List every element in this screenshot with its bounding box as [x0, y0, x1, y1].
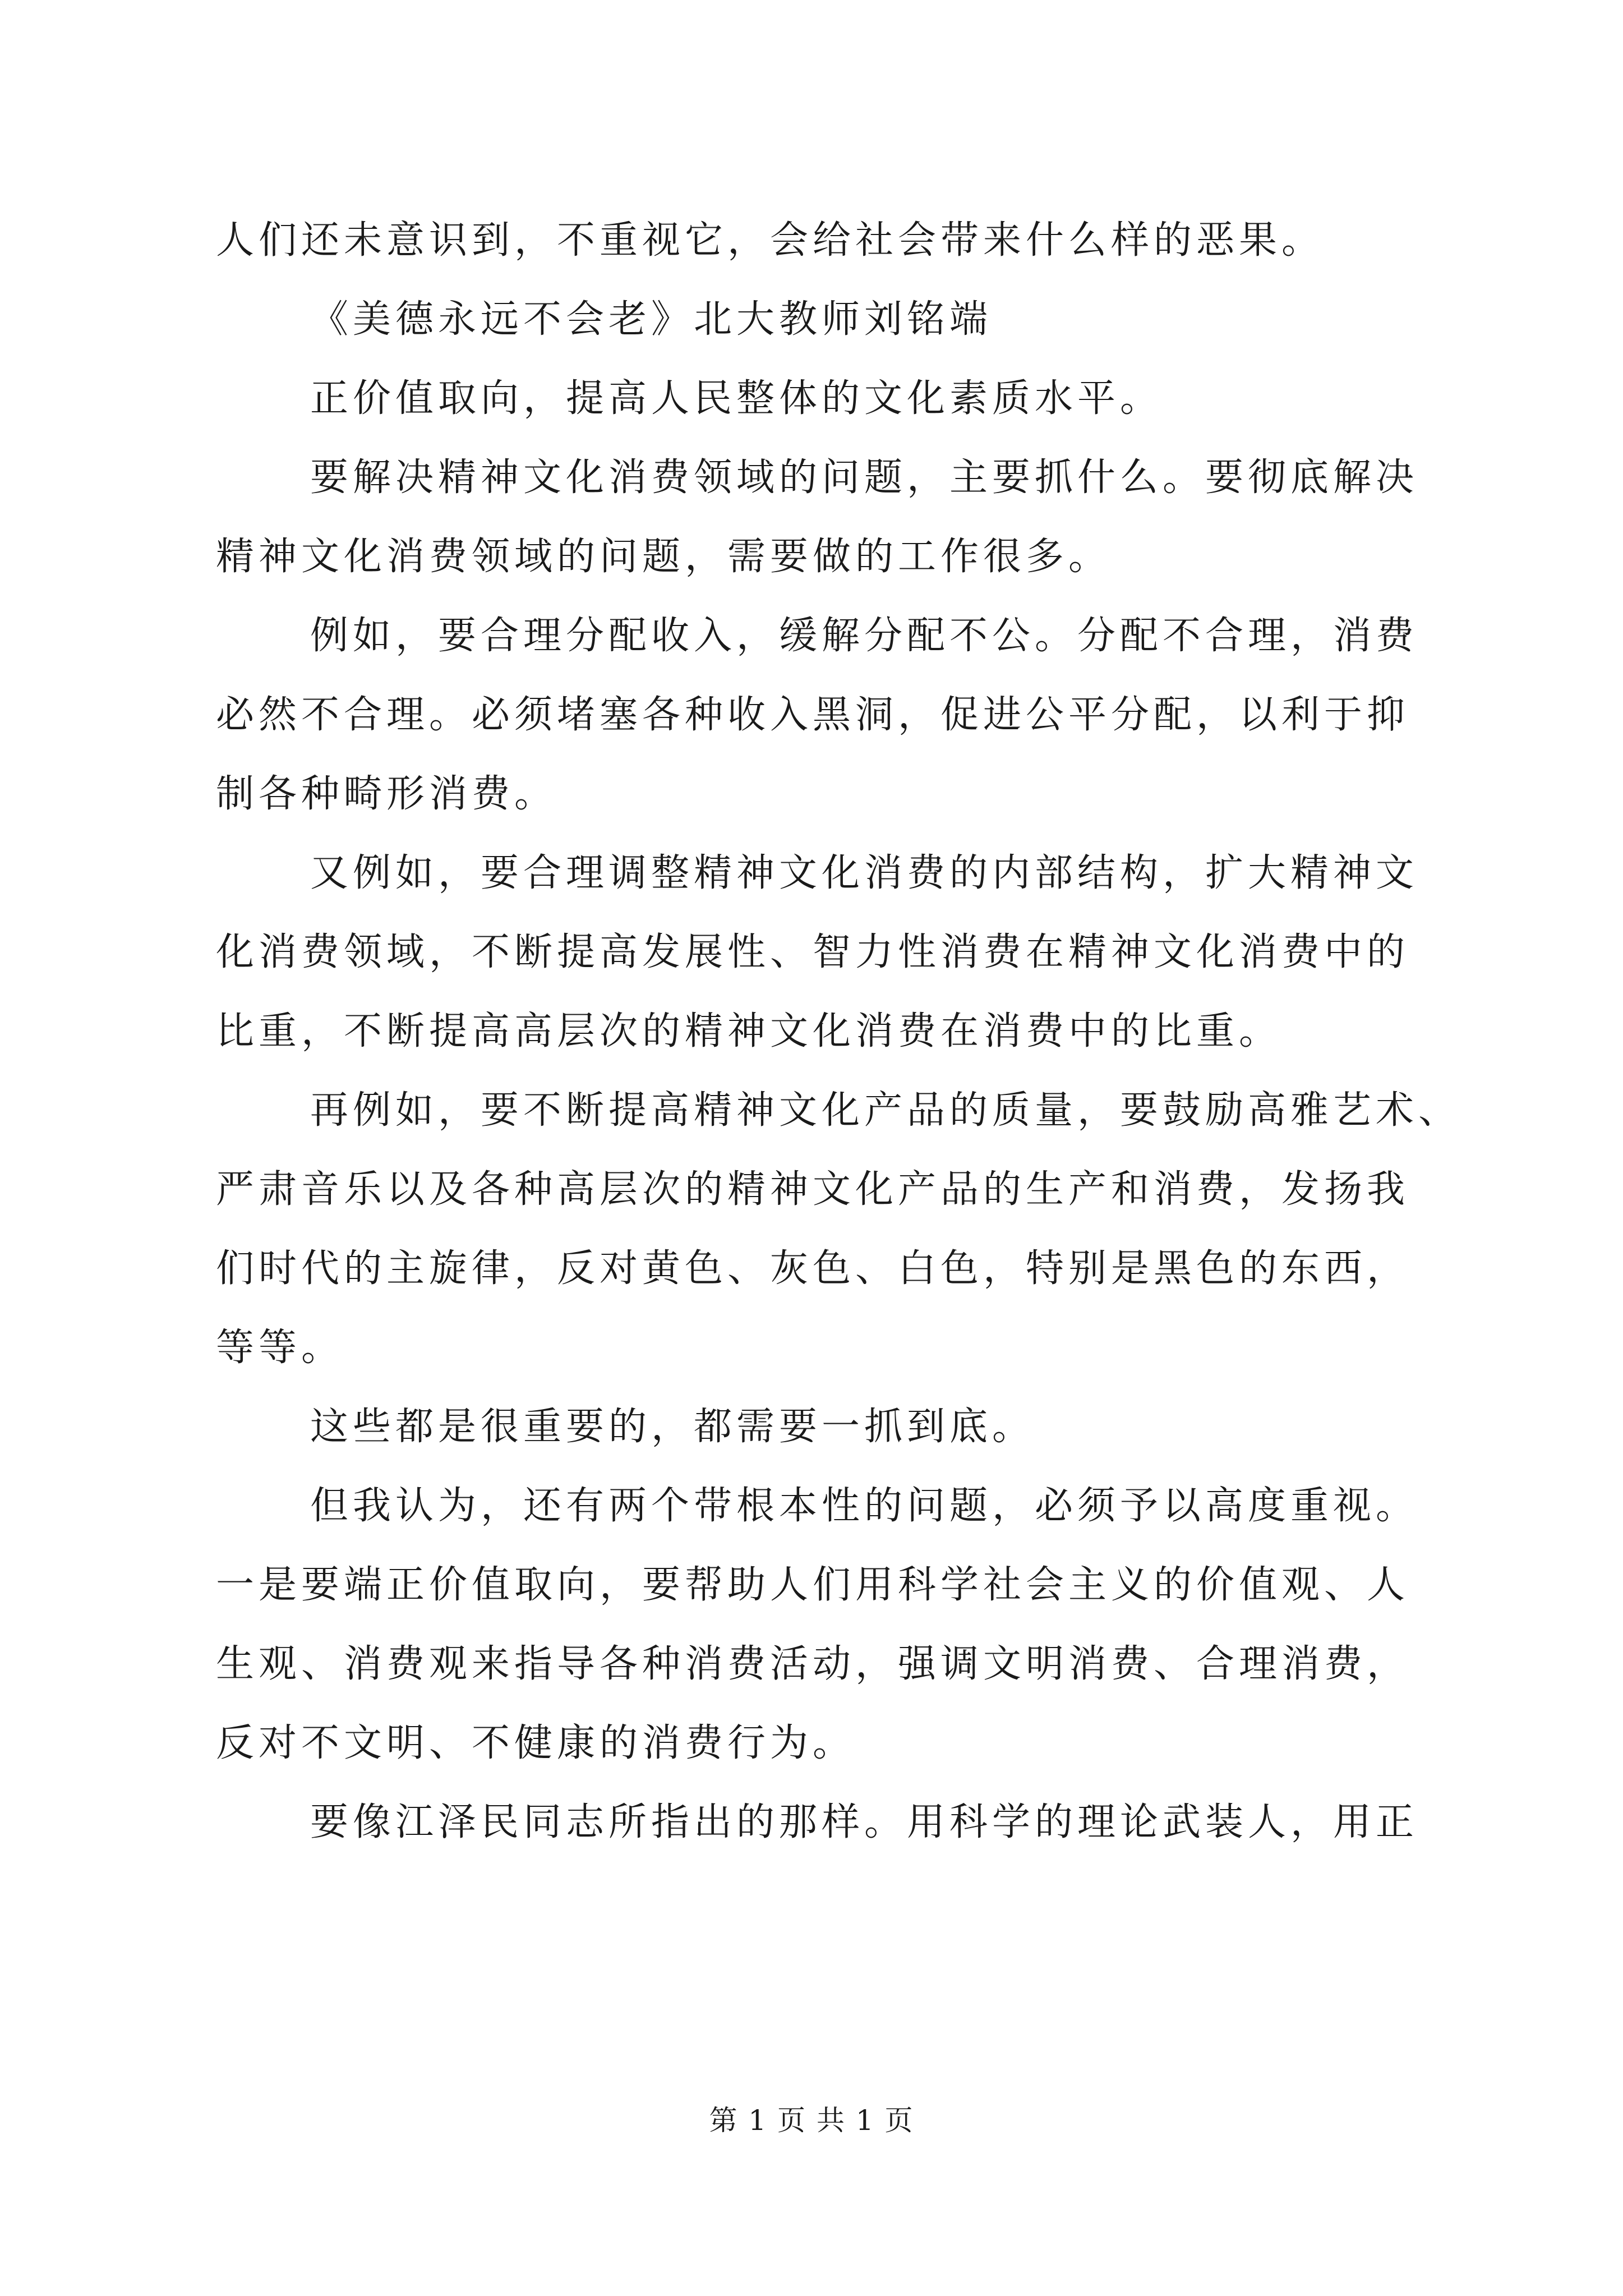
- text-line: 生观、消费观来指导各种消费活动，强调文明消费、合理消费，: [216, 1642, 1410, 1686]
- text-line: 要像江泽民同志所指出的那样。用科学的理论武装人，用正: [310, 1800, 1419, 1844]
- text-line: 一是要端正价值取向，要帮助人们用科学社会主义的价值观、人: [216, 1563, 1410, 1607]
- text-line: 制各种畸形消费。: [216, 772, 557, 816]
- text-line: 严肃音乐以及各种高层次的精神文化产品的生产和消费，发扬我: [216, 1167, 1410, 1212]
- text-line: 又例如，要合理调整精神文化消费的内部结构，扩大精神文: [310, 851, 1419, 895]
- text-line: 正价值取向，提高人民整体的文化素质水平。: [310, 376, 1163, 421]
- text-line: 再例如，要不断提高精神文化产品的质量，要鼓励高雅艺术、: [310, 1088, 1461, 1133]
- text-line: 这些都是很重要的，都需要一抓到底。: [310, 1405, 1035, 1449]
- document-body: [216, 201, 1461, 1862]
- text-line: 等等。: [216, 1326, 344, 1370]
- text-line: 比重，不断提高高层次的精神文化消费在消费中的比重。: [216, 1009, 1282, 1053]
- text-line: 化消费领域，不断提高发展性、智力性消费在精神文化消费中的: [216, 930, 1410, 974]
- text-line: 要解决精神文化消费领域的问题，主要抓什么。要彻底解决: [310, 455, 1419, 500]
- text-line: 反对不文明、不健康的消费行为。: [216, 1721, 856, 1765]
- text-line: 人们还未意识到，不重视它，会给社会带来什么样的恶果。: [216, 218, 1325, 263]
- text-line: 们时代的主旋律，反对黄色、灰色、白色，特别是黑色的东西，: [216, 1246, 1410, 1291]
- text-line: 《美德永远不会老》北大教师刘铭端: [310, 297, 993, 342]
- text-line: 精神文化消费领域的问题，需要做的工作很多。: [216, 535, 1112, 579]
- page-footer: 第 1 页 共 1 页: [709, 2104, 914, 2137]
- text-line: 例如，要合理分配收入，缓解分配不公。分配不合理，消费: [310, 614, 1419, 658]
- text-line: 但我认为，还有两个带根本性的问题，必须予以高度重视。: [310, 1484, 1419, 1528]
- text-line: 必然不合理。必须堵塞各种收入黑洞，促进公平分配，以利于抑: [216, 693, 1410, 737]
